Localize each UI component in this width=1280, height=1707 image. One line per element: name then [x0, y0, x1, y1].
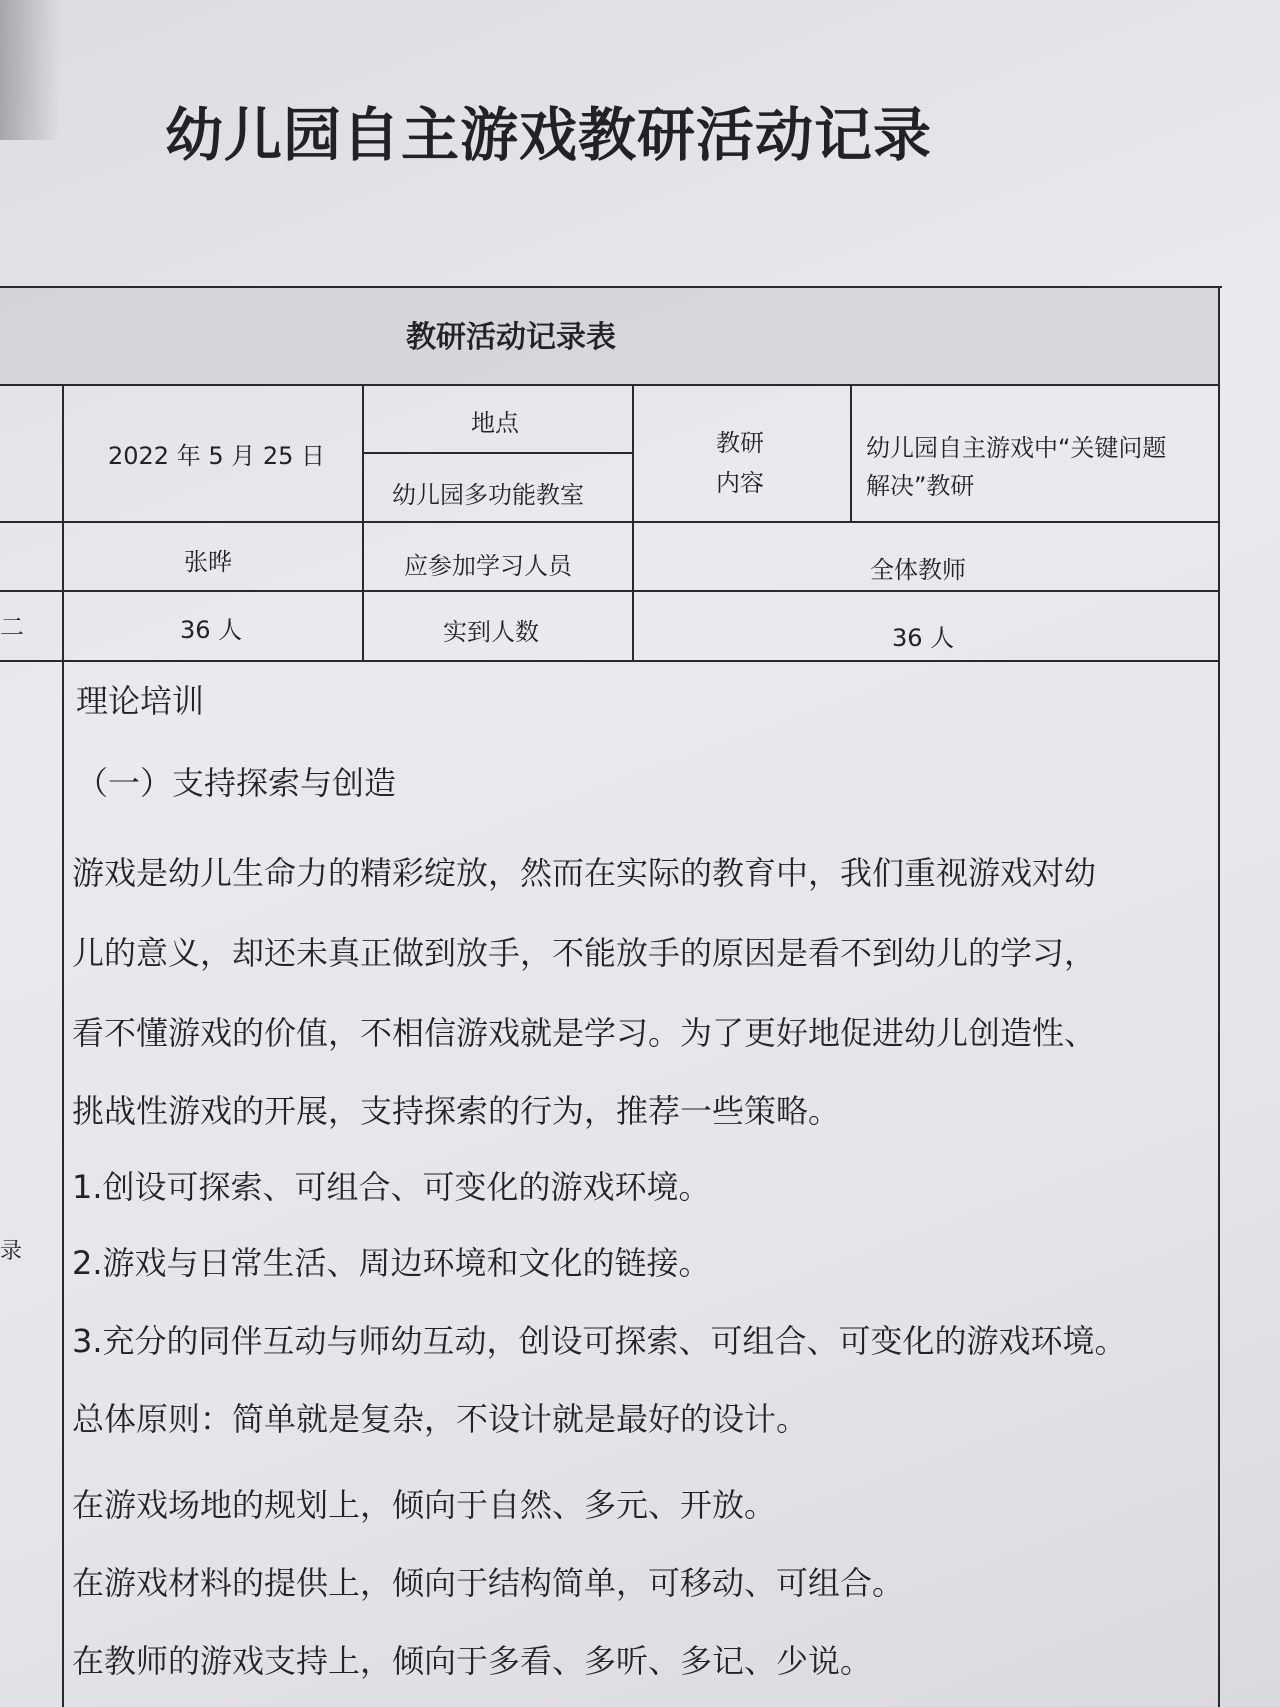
record-line: 在游戏材料的提供上，倾向于结构简单，可移动、可组合。: [72, 1564, 905, 1602]
table-border-right: [1218, 286, 1220, 1707]
side-label-1: 二: [0, 613, 24, 641]
record-heading: 理论培训: [76, 682, 205, 720]
table-row-line: [0, 590, 1220, 592]
content-label-2: 内容: [716, 469, 764, 497]
table-row-line: [0, 384, 1220, 386]
table-title: 教研活动记录表: [406, 320, 616, 355]
table-col-line: [632, 384, 634, 660]
actual-count-value: 36 人: [892, 624, 955, 652]
photo-shadow: [0, 0, 60, 140]
date-value: 2022 年 5 月 25 日: [108, 442, 326, 470]
document-title: 幼儿园自主游戏教研活动记录: [165, 101, 933, 169]
record-line: 1.创设可探索、可组合、可变化的游戏环境。: [72, 1168, 711, 1206]
location-value: 幼儿园多功能教室: [392, 481, 584, 509]
record-line: 在教师的游戏支持上，倾向于多看、多听、多记、少说。: [72, 1642, 873, 1680]
participants-value: 全体教师: [870, 556, 966, 584]
expected-count-value: 36 人: [180, 616, 243, 644]
record-line: 游戏是幼儿生命力的精彩绽放，然而在实际的教育中，我们重视游戏对幼: [72, 854, 1097, 892]
content-value-1: 幼儿园自主游戏中“关键问题: [866, 434, 1167, 462]
record-line: 3.充分的同伴互动与师幼互动，创设可探索、可组合、可变化的游戏环境。: [72, 1322, 1127, 1360]
record-line: 儿的意义，却还未真正做到放手，不能放手的原因是看不到幼儿的学习，: [72, 934, 1097, 972]
actual-count-label: 实到人数: [443, 618, 539, 646]
record-subheading: （一）支持探索与创造: [76, 764, 397, 802]
location-label: 地点: [471, 409, 519, 437]
table-col-line: [362, 384, 364, 660]
record-line: 总体原则：简单就是复杂，不设计就是最好的设计。: [72, 1400, 809, 1438]
table-row-line: [0, 660, 1220, 662]
content-value-2: 解决”教研: [866, 472, 975, 500]
record-line: 看不懂游戏的价值，不相信游戏就是学习。为了更好地促进幼儿创造性、: [72, 1014, 1097, 1052]
host-value: 张晔: [184, 548, 232, 576]
table-col-line: [850, 384, 852, 521]
record-line: 在游戏场地的规划上，倾向于自然、多元、开放。: [72, 1486, 777, 1524]
table-col-line: [62, 384, 64, 1707]
record-line: 2.游戏与日常生活、周边环境和文化的链接。: [72, 1244, 711, 1282]
table-row-line: [0, 521, 1220, 523]
record-line: 挑战性游戏的开展，支持探索的行为，推荐一些策略。: [72, 1092, 841, 1130]
content-label-1: 教研: [716, 429, 764, 457]
table-border-top: [0, 286, 1222, 288]
participants-label: 应参加学习人员: [404, 552, 572, 580]
side-label-2: 录: [0, 1239, 23, 1264]
table-row-line: [362, 452, 634, 454]
